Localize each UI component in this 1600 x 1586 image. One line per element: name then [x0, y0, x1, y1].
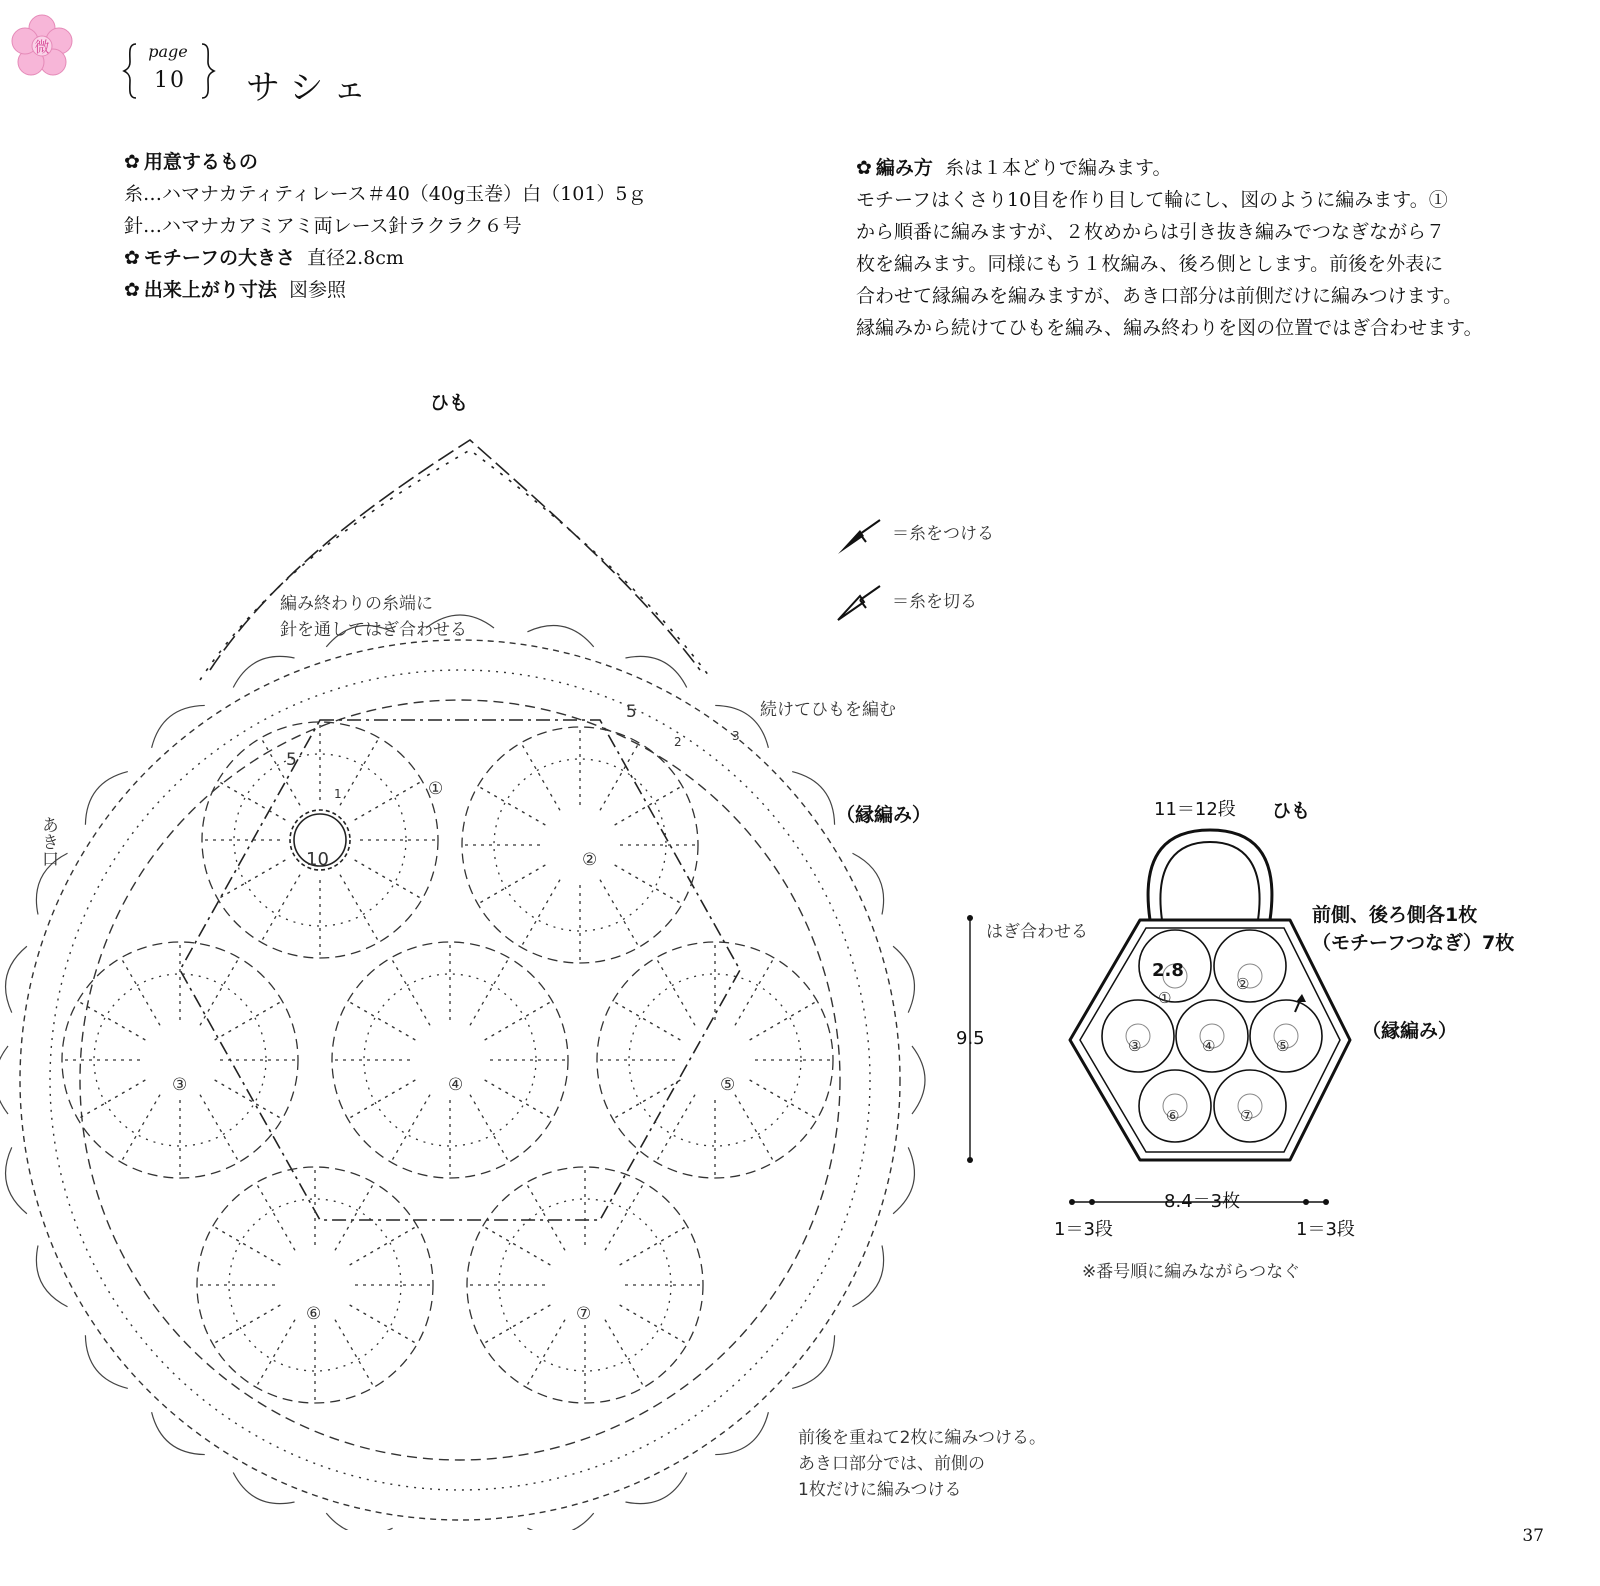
motif-hexagon-outline: [180, 720, 740, 1220]
motif: [462, 727, 698, 963]
motif: [202, 722, 438, 958]
method-line: 合わせて縁編みを編みますが、あき口部分は前側だけに編みつけます。: [856, 285, 1463, 307]
logo-text: 微: [34, 38, 50, 56]
method-intro: 糸は１本どりで編みます。: [945, 157, 1172, 179]
finish-note-line-1: 編み終わりの糸端に: [280, 594, 433, 614]
motif-number-6: ⑥: [306, 1304, 322, 1324]
motif: [62, 942, 298, 1178]
motif-number-3: ③: [172, 1075, 188, 1095]
legend-attach-label: ＝糸をつける: [892, 524, 994, 544]
row-number-3: 3: [732, 729, 740, 743]
method-line: 枚を編みます。同様にもう１枚編み、後ろ側とします。前後を外表に: [856, 253, 1444, 275]
bottom-note-line-2: あき口部分では、前側の: [798, 1454, 985, 1474]
page-title: サシェ: [246, 68, 377, 108]
row-number-5: 5: [286, 750, 297, 770]
bottom-note-line-1: 前後を重ねて2枚に編みつける。: [798, 1428, 1047, 1448]
edging-fan: [152, 705, 205, 747]
bullet-flower-icon: ✿: [856, 157, 872, 179]
flower-logo-icon: [10, 14, 74, 78]
edging-fan: [852, 853, 883, 914]
schematic-strap-label: ひも: [1272, 800, 1311, 822]
edging-label: （縁編み）: [836, 804, 932, 826]
strap-rows-label: 11＝12段: [1154, 799, 1236, 820]
continue-strap-label: 続けてひもを編む: [760, 700, 896, 720]
finished-size-heading: 出来上がり寸法: [143, 279, 277, 301]
motif-number-2: ②: [582, 850, 598, 870]
motif: [332, 942, 568, 1178]
edging-fan: [893, 1147, 914, 1213]
bottom-note-line-3: 1枚だけに編みつける: [798, 1480, 962, 1500]
edging-fan: [912, 1046, 925, 1114]
motif-number-4: ④: [448, 1075, 464, 1095]
motif-number-5: ⑤: [720, 1075, 736, 1095]
side-rows-right: 1＝3段: [1296, 1219, 1355, 1240]
method-line: から順番に編みますが、２枚めからは引き抜き編みでつなぎながら７: [856, 221, 1446, 243]
finished-size-value: 図参照: [289, 279, 347, 301]
motif-size-value: 直径2.8cm: [307, 247, 404, 269]
motif: [197, 1167, 433, 1403]
motifs-group: [62, 722, 833, 1403]
edging-fan: [36, 1245, 67, 1306]
schematic-motif-1: ①: [1158, 989, 1172, 1007]
edging-fan: [852, 1245, 883, 1306]
schematic-edging-label: （縁編み）: [1362, 1020, 1458, 1042]
edging-fan: [893, 946, 914, 1012]
bullet-flower-icon: ✿: [124, 247, 140, 269]
method-line: モチーフはくさり10目を作り目して輪にし、図のように編みます。①: [856, 189, 1448, 211]
schematic-motif-7: ⑦: [1240, 1107, 1254, 1125]
schematic-motif-6: ⑥: [1166, 1107, 1180, 1125]
motif-number-1: ①: [428, 779, 444, 799]
method-line: 縁編みから続けてひもを編み、編み終わりを図の位置ではぎ合わせます。: [856, 317, 1483, 339]
edging-fan: [792, 1335, 834, 1388]
materials-block: [124, 146, 764, 306]
side-rows-left: 1＝3段: [1054, 1219, 1113, 1240]
edging-fan: [625, 1472, 686, 1503]
height-label: 9.5: [956, 1028, 985, 1049]
motif: [467, 1167, 703, 1403]
motif-number-7: ⑦: [576, 1304, 592, 1324]
method-heading: 編み方: [875, 157, 933, 179]
edging-fan: [6, 1147, 27, 1213]
strap-label: ひも: [430, 392, 469, 414]
edging-fan: [527, 626, 593, 647]
materials-heading: 用意するもの: [143, 151, 258, 173]
needle-info: 針…ハマナカアミアミ両レース針ラクラク６号: [124, 215, 522, 237]
footer-page-number: 37: [1522, 1526, 1544, 1546]
row-number-1: 1: [334, 787, 342, 801]
opening-label: あき口: [38, 816, 58, 867]
edging-fan: [326, 1513, 392, 1530]
motif: [597, 942, 833, 1178]
page-number: 10: [154, 68, 186, 93]
page-label: page: [148, 42, 188, 61]
motif-diameter-label: 2.8: [1152, 960, 1184, 981]
schematic-motif-4: ④: [1202, 1037, 1216, 1055]
crochet-chart: [0, 380, 960, 1530]
center-chain-count: 10: [306, 849, 329, 870]
bullet-flower-icon: ✿: [124, 279, 140, 301]
edging-fan: [625, 656, 686, 687]
row-number-5: 5: [626, 702, 637, 722]
method-block: [856, 152, 1556, 344]
edging-fan: [6, 946, 27, 1012]
edging-fan: [233, 656, 294, 687]
motif-size-heading: モチーフの大きさ: [143, 247, 295, 269]
schematic-motif-3: ③: [1128, 1037, 1142, 1055]
row-number-2: 2: [674, 735, 682, 749]
schematic-diagram: [1040, 790, 1360, 1210]
edging-fan: [233, 1472, 294, 1503]
front-back-label: 前側、後ろ側各1枚: [1312, 904, 1478, 926]
seam-label: はぎ合わせる: [986, 922, 1088, 942]
width-label: 8.4＝3枚: [1164, 1191, 1241, 1212]
schematic-motif-2: ②: [1236, 975, 1250, 993]
edging-fan: [527, 1513, 593, 1530]
schematic-motif-5: ⑤: [1276, 1037, 1290, 1055]
motif-join-label: （モチーフつなぎ）7枚: [1312, 932, 1515, 954]
join-order-note: ※番号順に編みながらつなぐ: [1082, 1262, 1301, 1282]
thread-info: 糸…ハマナカティティレース＃40（40g玉巻）白（101）5ｇ: [124, 183, 647, 205]
legend-cut-label: ＝糸を切る: [892, 592, 977, 612]
finish-note-line-2: 針を通してはぎ合わせる: [280, 620, 467, 640]
strap-chain: [200, 440, 712, 680]
bullet-flower-icon: ✿: [124, 151, 140, 173]
edging-fan: [0, 1046, 8, 1114]
